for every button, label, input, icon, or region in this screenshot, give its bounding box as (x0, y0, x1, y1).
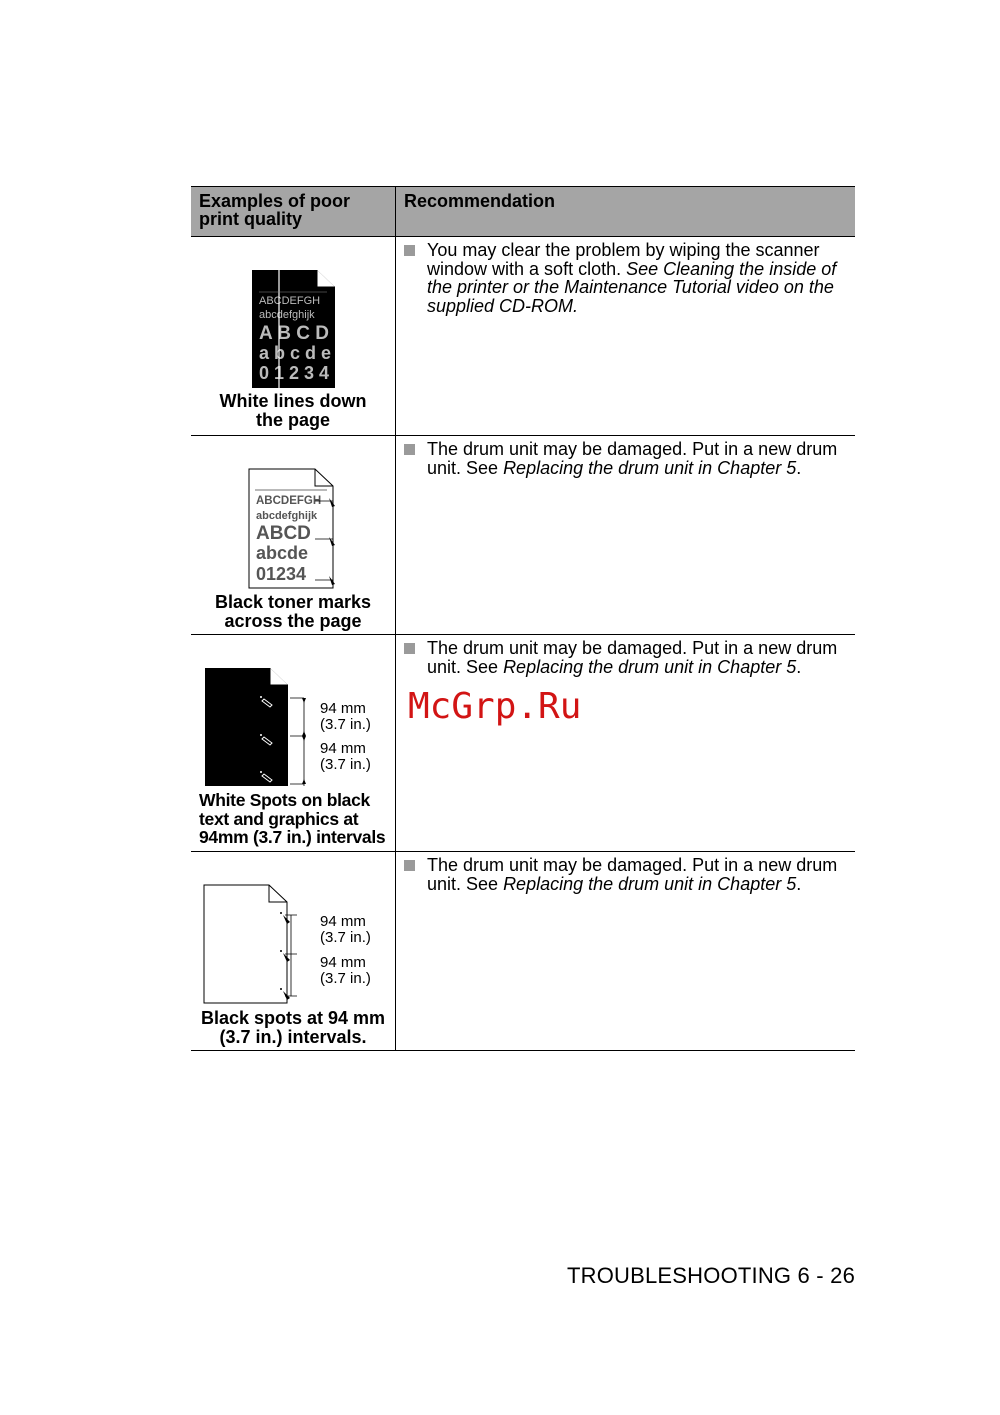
illus-line: abcdefghijk (259, 309, 315, 321)
illus-line: abcde (256, 543, 309, 563)
interval-label: 94 mm (3.7 in.) (320, 740, 371, 773)
recommendation-cell (396, 237, 855, 435)
recommendation-text: You may clear the problem by wiping the scanner window with a soft cloth. See Cleaning the inside of the printer or the Maintenance Tutorial video on the supplied CD-ROM. (404, 241, 844, 315)
table-row (191, 635, 855, 852)
header-examples-line2: print quality (199, 209, 302, 229)
white-lines-illustration (251, 269, 337, 389)
black-spots-illustration (203, 884, 313, 1006)
white-spots-illustration (204, 667, 314, 787)
square-bullet-icon (404, 245, 415, 256)
square-bullet-icon (404, 643, 415, 654)
example-caption: Black spots at 94 mm (3.7 in.) intervals. (200, 1008, 386, 1047)
table-row (191, 436, 855, 635)
recommendation-text: The drum unit may be damaged. Put in a new drum unit. See Replacing the drum unit in Chapter 5. (404, 440, 844, 477)
interval-label: 94 mm (3.7 in.) (320, 954, 371, 987)
page-footer: TROUBLESHOOTING 6 - 26 (566, 1263, 855, 1288)
interval-label: 94 mm (3.7 in.) (320, 700, 371, 733)
illus-line: A B C D (259, 323, 330, 344)
example-caption: White Spots on black text and graphics at 94mm (3.7 in.) intervals (199, 790, 386, 847)
illus-line: abcdefghijk (256, 510, 318, 522)
header-examples (191, 187, 396, 236)
square-bullet-icon (404, 444, 415, 455)
example-cell (191, 237, 396, 435)
example-cell (191, 852, 396, 1050)
header-examples-line1: Examples of poor (199, 191, 351, 211)
recommendation-cell (396, 635, 855, 851)
illus-line: 01234 (256, 564, 307, 584)
example-caption: Black toner marks across the page (214, 592, 372, 631)
illus-line: a b c d e (259, 343, 332, 363)
header-recommendation: Recommendation (404, 191, 556, 211)
recommendation-text: The drum unit may be damaged. Put in a new drum unit. See Replacing the drum unit in Chapter 5. (404, 856, 844, 893)
square-bullet-icon (404, 860, 415, 871)
illus-line: 0 1 2 3 4 (259, 363, 330, 383)
recommendation-text: The drum unit may be damaged. Put in a new drum unit. See Replacing the drum unit in Chapter 5. (404, 639, 844, 676)
table-row (191, 852, 855, 1051)
recommendation-cell (396, 852, 855, 1050)
example-cell (191, 635, 396, 851)
watermark: McGrp.Ru (408, 686, 582, 727)
illus-line: ABCDEFGH (259, 295, 321, 307)
table-header (191, 187, 855, 237)
illus-line: ABCD (256, 523, 311, 544)
print-quality-table (191, 186, 855, 1051)
toner-marks-illustration (247, 468, 347, 590)
example-cell (191, 436, 396, 634)
table-row (191, 237, 855, 436)
interval-label: 94 mm (3.7 in.) (320, 913, 371, 946)
example-caption: White lines down the page (219, 391, 367, 430)
illus-line: ABCDEFGH (256, 495, 322, 507)
recommendation-cell (396, 436, 855, 634)
